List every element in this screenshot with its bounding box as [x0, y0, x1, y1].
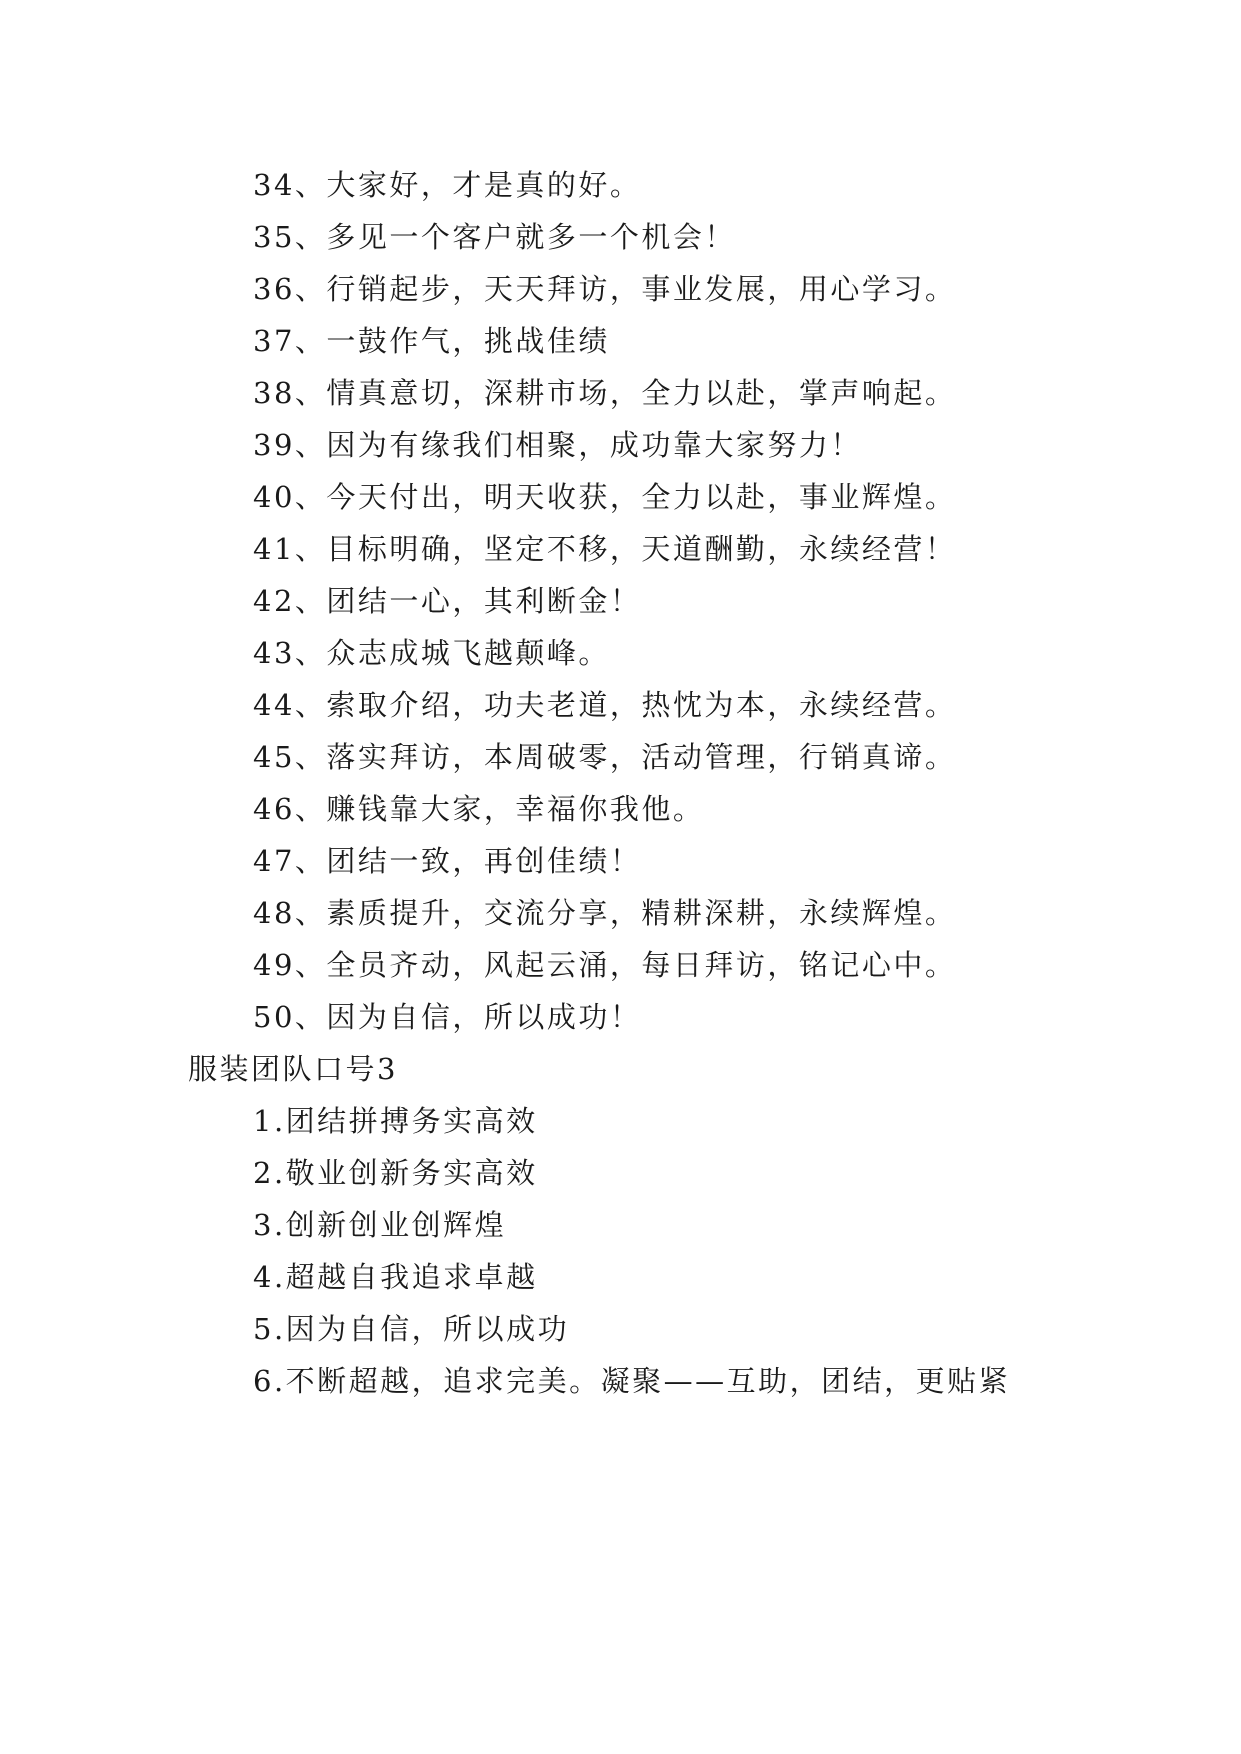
slogan-item: 5.因为自信，所以成功 — [253, 1312, 570, 1346]
slogan-item: 34、大家好，才是真的好。 — [253, 168, 642, 202]
slogan-item: 35、多见一个客户就多一个机会！ — [253, 220, 736, 254]
slogan-item: 36、行销起步，天天拜访，事业发展，用心学习。 — [253, 272, 957, 306]
slogan-item: 38、情真意切，深耕市场，全力以赴，掌声响起。 — [253, 376, 957, 410]
slogan-item: 44、索取介绍，功夫老道，热忱为本，永续经营。 — [253, 688, 957, 722]
slogan-item: 49、全员齐动，风起云涌，每日拜访，铭记心中。 — [253, 948, 957, 982]
slogan-item: 45、落实拜访，本周破零，活动管理，行销真谛。 — [253, 740, 957, 774]
slogan-item: 42、团结一心，其利断金！ — [253, 584, 642, 618]
slogan-item: 6.不断超越，追求完美。凝聚——互助，团结，更贴紧 — [253, 1364, 1011, 1398]
slogan-item: 40、今天付出，明天收获，全力以赴，事业辉煌。 — [253, 480, 957, 514]
slogan-item: 1.团结拼搏务实高效 — [253, 1104, 538, 1138]
slogan-item: 50、因为自信，所以成功！ — [253, 1000, 642, 1034]
slogan-item: 47、团结一致，再创佳绩！ — [253, 844, 642, 878]
slogan-item: 41、目标明确，坚定不移，天道酬勤，永续经营！ — [253, 532, 957, 566]
slogan-item: 4.超越自我追求卓越 — [253, 1260, 538, 1294]
slogan-item: 48、素质提升，交流分享，精耕深耕，永续辉煌。 — [253, 896, 957, 930]
slogan-item: 46、赚钱靠大家，幸福你我他。 — [253, 792, 705, 826]
section-heading: 服装团队口号3 — [188, 1052, 398, 1086]
slogan-item: 3.创新创业创辉煌 — [253, 1208, 507, 1242]
slogan-item: 2.敬业创新务实高效 — [253, 1156, 538, 1190]
slogan-item: 43、众志成城飞越颠峰。 — [253, 636, 610, 670]
slogan-item: 39、因为有缘我们相聚，成功靠大家努力！ — [253, 428, 862, 462]
slogan-item: 37、一鼓作气，挑战佳绩 — [253, 324, 610, 358]
